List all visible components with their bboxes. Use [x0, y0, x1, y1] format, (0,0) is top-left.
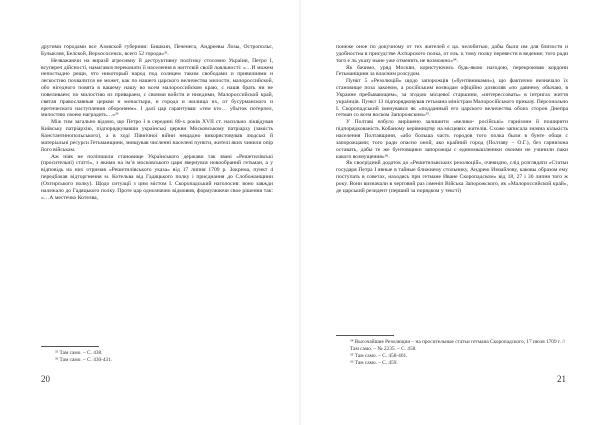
footnote: ³⁴ Высочайшие Резолюции – на просительные статьи гетмана Скоропадского, 17 июля 1709 г. // Там само. – № 2235. – С. 458.: [350, 339, 566, 353]
paragraph: Між тим загально відомо, що Петро I в середині 80-х років XVII ст. насильно ліквідував Київську патріархію, підпорядкувавши українські церкви Московському патріарху (замість Константинопольського), а в ході Північної війни нещадно використовував людські й матеріальні ресурси Гетьманщини, знищував численні населені пункти, жителі яких чинили опір його військам.: [41, 119, 273, 153]
left-page-footnotes: [41, 346, 273, 364]
paragraph: понеже оное по докучному от тех жителей є ца. челобитью, дабы были им для близости и удобностиа в присудстве Ахтырского полка, от ель. к тому полку перевести в ведение; того ради того е ль указу ныне уже отменить не возможно»³⁴.: [336, 44, 568, 64]
paragraph: Як своєрідний додаток до «Решетильвських резолюцій», очевидно, слід розглядати «Статьи государя Петра I явные в тайные ближнему стольнику, Андрею Измайлову, каковы образом ему поступать в советах, находясь при гетмане Иване Скоропадском» від 18, 27 і 30 липня того ж року. Вони визначали в черговий раз ізменіп Війська Запорожского, як «Малороссийской край», де царський резидент (перший за порядком у тексті): [336, 160, 568, 194]
left-page-body: [41, 44, 273, 201]
footnote: ³² Там само. – С. 438.: [55, 350, 103, 356]
footnote: ³⁶ Там само. – С. 459.: [350, 360, 398, 367]
footnote: ³³ Там само. – С. 430-431.: [55, 357, 113, 364]
footnote-rule: [41, 346, 99, 347]
page-number: 21: [557, 374, 566, 384]
paragraph: Незважаючи на виразй агресивну й деструктивну політику стосовно України, Петро I, всупереч дійсності, намагався переконати її населення в життєвій своїй лояльності: «…И можем непостыдно рещи, что никоторый народ под солнцем таким свободами и привилиями и легкостию похвалится не может, как по нашего царского величества милости, малороссийской, обо нігедного повята в вашему нашу во всем малороссийском краю, с нашв брать ни не повеливаем; по милостию из привараем, с своими войсти и ниждими, Малороссийской край, святая православныя церкви и монастыри, и города и жилища их, от бусурманского и еретического наступления обороняем». І далі цар гарантував: «тем кто… убыток потерпел, милостию своею наградить…»³³: [41, 57, 273, 119]
paragraph: Пункт 5 «Резолюцій» щодо запорожців («бунтівниками»), що фактично визначало їх становище поза законом, а російським воєводам офіційно дозволяв «по давнему обычаю, в Украине пребывающим», за згодою місцевої старшини, «интерессовать» в інтригах життя українців. Пункт 13 підпорядковував гетьмана міністрам Малоросійського приказу. Персонально I. Скоропадський іменувався як «подданный его царского величества обоих сторон Днепра гетман со всем воском Запорожским»³⁵.: [336, 78, 568, 119]
footnote: ³⁵ Там само. – С. 458-461.: [350, 353, 408, 360]
paragraph: другими городами все Азовской губернии: Бишкин, Печенега, Андреевы Лозы, Остропольє, Булыклея, Белской, Верхососенск, всего 52 городa»³².: [41, 44, 273, 57]
footnote-rule: [336, 335, 394, 336]
right-page: [300, 0, 600, 425]
right-page-body: [336, 44, 568, 195]
paragraph: Як бачимо, уряд Москви, користуючись будь-якою нагодою, перекроював кордони Гетьманщини за власним розсудом.: [336, 64, 568, 78]
page-number: 20: [41, 374, 50, 384]
paragraph: Аж ніяк не поліпшили становище Українського держави так звані «Решетилівські (просительні) статті», з якими на ім’я московського царя звернувся новообраний гетьман, а у відповідь на них отримав «Решетилівського указа» від 17 липня 1709 р. Зокрема, пункт 4 передбачав відторгнення м. Котельва від Гадяцького полку і приєднання до Слобожанщини (Охтирського полку). Щодо ситуації з цим містом I. Скоропадський наголосив: воно завжди належало до Гадяцького полку. Проте цар однозначно відмовив, формулюючи свое рішення так: «…А местечко Котелва,: [41, 153, 273, 201]
paragraph: У Полтаві взбуло вирішено залишити «велико- російські» гарнізони й поширити підпорядкованість Кобаному керівництву на місцевих жителів. Схоже записала значна кількість населення Полтавщини, «або больша часть городов того полка были в бунте общи с запорожцами; того ради опасно оной, ако крайний город (Полтаву – О.Г.), без гарнизона оставать, дабы те же бунтовщики запорожцы с единомышленики своими не учинили паки какого возмущения»³⁶.: [336, 119, 568, 160]
right-page-footnotes: [336, 335, 568, 367]
